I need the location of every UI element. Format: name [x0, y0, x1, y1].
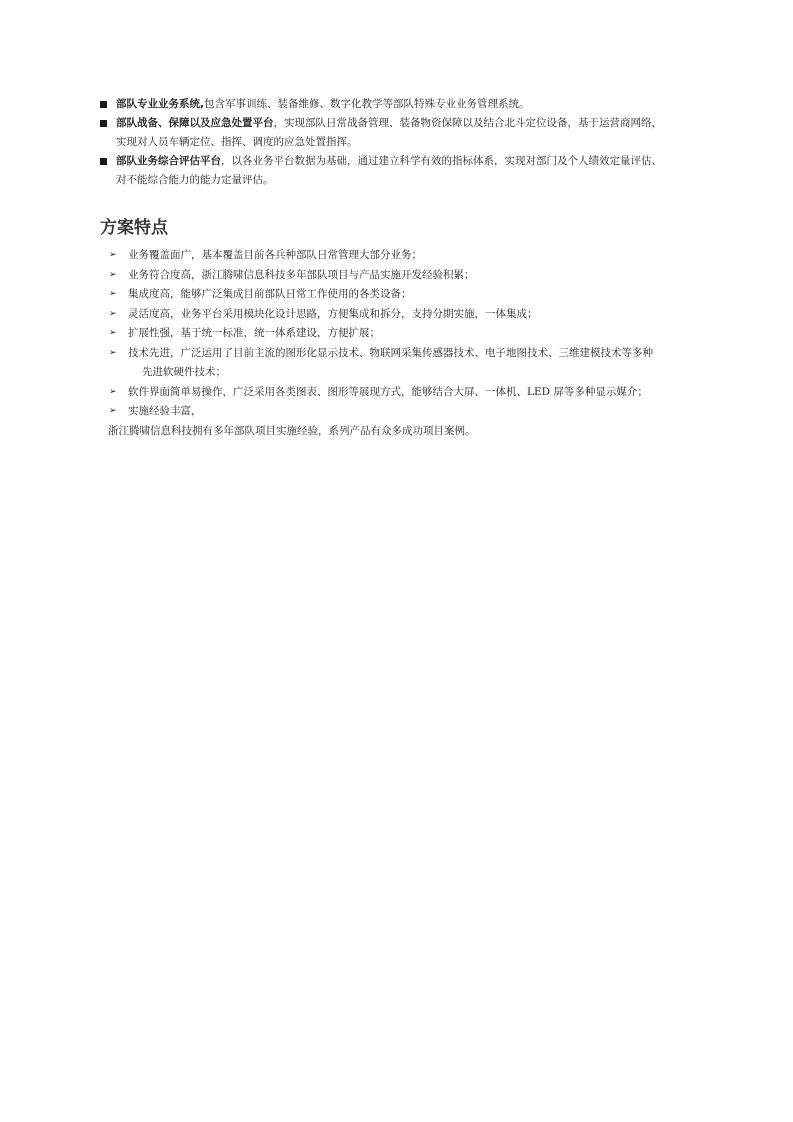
feature-item-text: 灵活度高，业务平台采用模块化设计思路，方便集成和拆分，支持分期实施，一体集成；: [128, 307, 538, 320]
platform-item-title: 部队专业业务系统,: [116, 98, 204, 110]
arrow-bullet-icon: ➢: [109, 308, 117, 319]
square-bullet-icon: [100, 101, 107, 108]
arrow-bullet-icon: ➢: [109, 406, 117, 416]
platform-item-text: 包含军事训练、装备维修、数字化教学等部队特殊专业业务管理系统。: [204, 98, 530, 110]
square-bullet-icon: [100, 120, 107, 127]
arrow-bullet-icon: ➢: [109, 269, 117, 280]
arrow-bullet-icon: ➢: [109, 328, 117, 338]
platform-list: [100, 95, 730, 190]
feature-item: [100, 305, 730, 325]
platform-item-title: 部队业务综合评估平台: [116, 155, 221, 167]
platform-item: [100, 114, 730, 152]
feature-item: [100, 383, 730, 403]
feature-item-continuation: 先进软硬件技术；: [142, 366, 226, 378]
platform-item: [100, 152, 730, 190]
features-list: [100, 246, 730, 422]
platform-item-continuation: 对不能综合能力的能力定量评估。: [116, 174, 274, 186]
platform-item-text: ，实现部队日常战备管理、装备物资保障以及结合北斗定位设备，基于运营商网络，: [273, 117, 662, 129]
arrow-bullet-icon: ➢: [109, 386, 117, 397]
feature-item-text: 技术先进，广泛运用了目前主流的图形化显示技术、物联网采集传感器技术、电子地图技术、三维建模技术等多种: [128, 346, 653, 359]
feature-item-text: 业务覆盖面广，基本覆盖目前各兵种部队日常管理大部分业务；: [128, 249, 422, 261]
feature-item-text: 软件界面简单易操作，广泛采用各类图表、图形等展现方式，能够结合大屏、一体机、LED 屏等多种显示媒介；: [128, 385, 648, 398]
feature-item: [100, 285, 730, 305]
platform-item-text: ，以各业务平台数据为基础，通过建立科学有效的指标体系，实现对部门及个人绩效定量评估、: [221, 155, 662, 167]
feature-item-text: 扩展性强，基于统一标准，统一体系建设，方便扩展；: [128, 327, 380, 339]
feature-item: [100, 402, 730, 422]
feature-item-text: 实施经验丰富，: [128, 405, 202, 417]
section-heading: 方案特点: [100, 218, 168, 238]
feature-item: [100, 246, 730, 266]
document-content: [100, 95, 730, 441]
closing-paragraph: 浙江腾啸信息科技拥有多年部队项目实施经验，系列产品有众多成功项目案例。: [108, 424, 476, 437]
feature-item: [100, 344, 730, 383]
platform-item: [100, 95, 730, 114]
platform-item-title: 部队战备、保障以及应急处置平台: [116, 117, 274, 129]
feature-item-text: 集成度高，能够广泛集成目前部队日常工作使用的各类设备；: [128, 288, 412, 300]
arrow-bullet-icon: ➢: [109, 347, 117, 358]
arrow-bullet-icon: ➢: [109, 250, 117, 260]
feature-item-text: 业务符合度高，浙江腾啸信息科技多年部队项目与产品实施开发经验积累；: [128, 268, 475, 281]
platform-item-continuation: 实现对人员车辆定位、指挥、调度的应急处置指挥。: [116, 136, 358, 148]
square-bullet-icon: [100, 158, 107, 165]
feature-item: [100, 324, 730, 344]
arrow-bullet-icon: ➢: [109, 289, 117, 299]
feature-item: [100, 266, 730, 286]
